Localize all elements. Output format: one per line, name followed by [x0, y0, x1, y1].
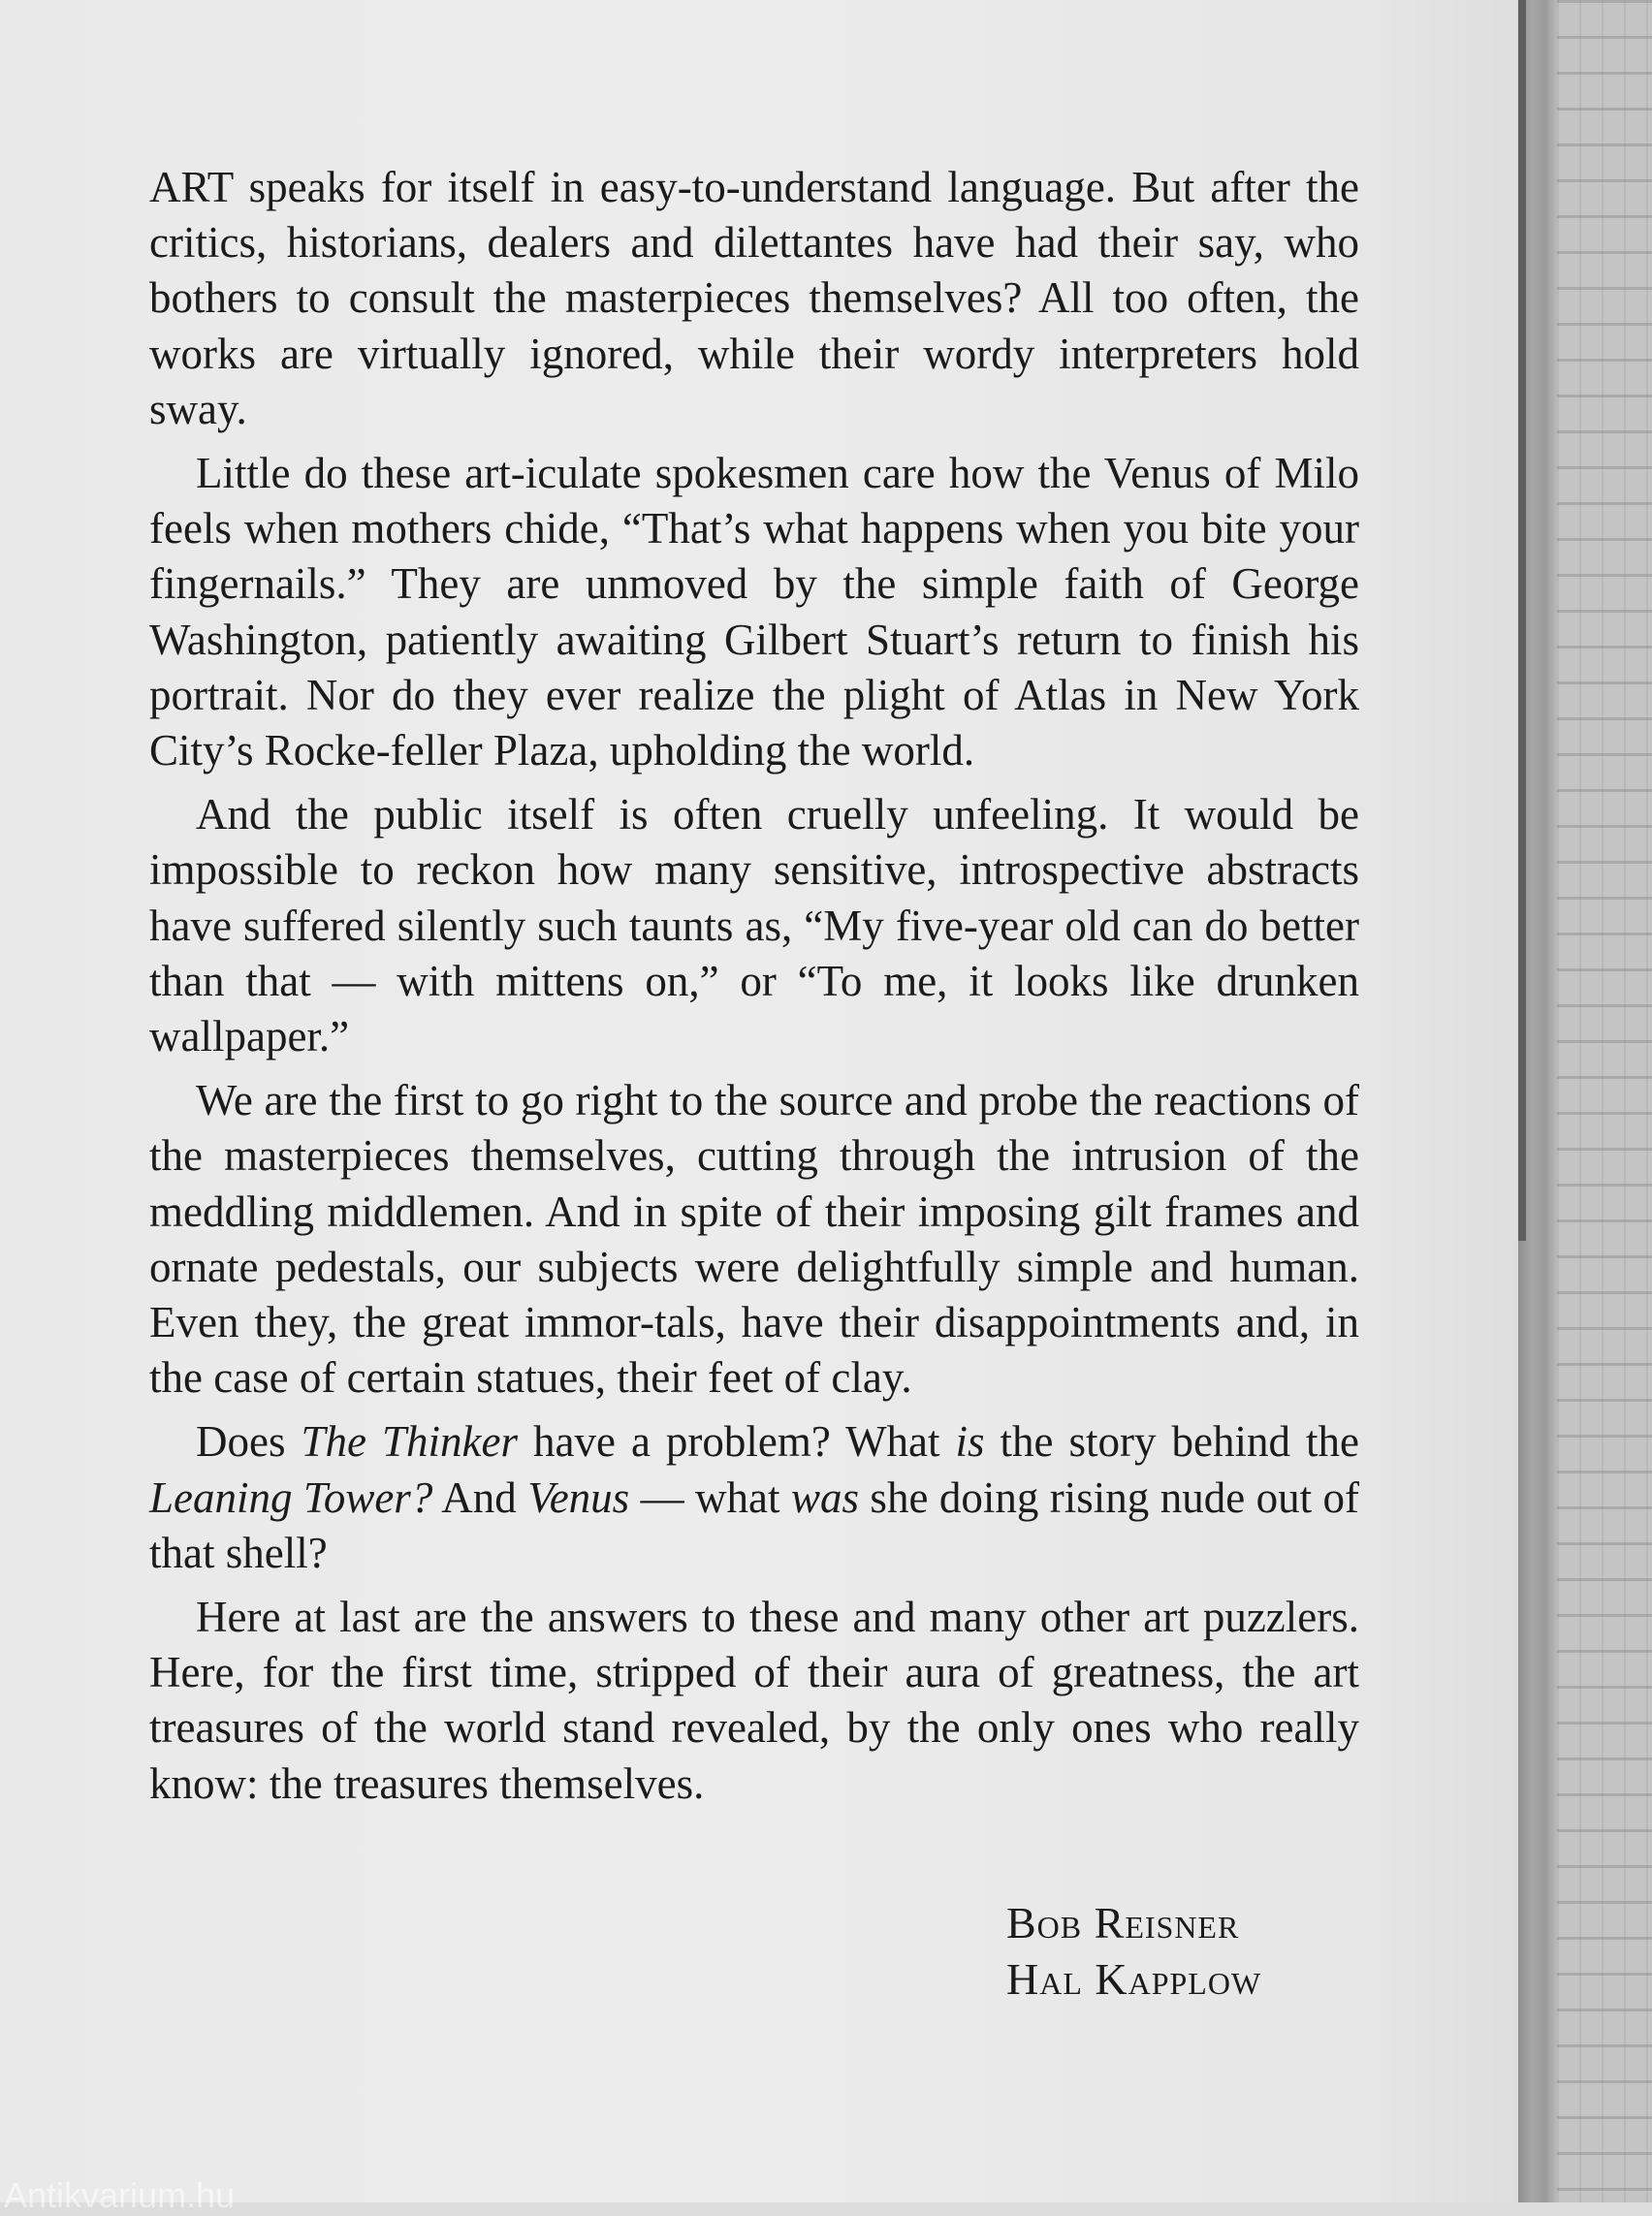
paragraph-5-text-e: — what: [629, 1472, 791, 1522]
paragraph-6-text: Here at last are the answers to these and many other art puzzlers. Here, for the first time, stripped of their aura of greatness, the art treasures of the world stand revealed, by the only ones who really know: the treasures themselves.: [149, 1593, 1359, 1808]
author-name-2: Hal Kapplow: [1006, 1954, 1262, 2004]
paragraph-1-text: ART speaks for itself in easy-to-understand language. But after the critics, historians, dealers and dilettantes have had their say, who bothers to consult the masterpieces themselves? All too often, the works are virtually ignored, while their wordy interpreters hold sway.: [149, 163, 1359, 433]
paragraph-3: [149, 787, 1359, 1064]
paragraph-5-text-d: And: [432, 1472, 528, 1522]
paragraph-1: [149, 160, 1359, 437]
paragraph-5-text-b: have a problem? What: [518, 1417, 956, 1467]
emphasis-was: was: [790, 1472, 859, 1522]
paragraph-4-text: We are the first to go right to the source and probe the reactions of the masterpieces themselves, cutting through the intrusion of the meddling middlemen. And in spite of their imposing gilt frames and ornate pedestals, our subjects were delightfully simple and human. Even they, the great immor-tals, have their disappointments and, in the case of certain statues, their feet of clay.: [149, 1076, 1359, 1403]
emphasis-is: is: [955, 1417, 985, 1467]
title-venus: Venus: [527, 1472, 630, 1522]
watermark: Antikvarium.hu: [4, 2175, 236, 2215]
title-leaning-tower: Leaning Tower?: [149, 1472, 433, 1522]
paragraph-5-text-a: Does: [196, 1417, 302, 1467]
paragraph-5-text-f: she doing rising nude out of that shell?: [149, 1472, 1360, 1577]
paragraph-3-text: And the public itself is often cruelly unfeeling. It would be impossible to reckon how many sensitive, introspective abstracts have suffered silently such taunts as, “My five-year old can do better than that — with mittens on,” or “To me, it looks like drunken wallpaper.”: [149, 790, 1359, 1061]
paragraph-5: [149, 1414, 1359, 1581]
author-name-1: Bob Reisner: [1006, 1898, 1240, 1947]
page-edge-shadow: [1518, 0, 1526, 1241]
paragraph-4: [149, 1073, 1359, 1406]
title-the-thinker: The Thinker: [301, 1417, 518, 1467]
paragraph-2: [149, 446, 1359, 778]
background-surface: [1557, 0, 1652, 2202]
author-signatures: [1006, 1895, 1261, 2008]
paragraph-6: [149, 1590, 1359, 1812]
paragraph-2-text: Little do these art-iculate spokesmen care how the Venus of Milo feels when mothers chide, “That’s what happens when you bite your fingernails.” They are unmoved by the simple faith of George Washington, patiently awaiting Gilbert Stuart’s return to finish his portrait. Nor do they ever realize the plight of Atlas in New York City’s Rocke-feller Plaza, upholding the world.: [149, 449, 1359, 776]
intro-text: [149, 160, 1359, 1820]
paragraph-5-text-c: the story behind the: [984, 1417, 1359, 1467]
